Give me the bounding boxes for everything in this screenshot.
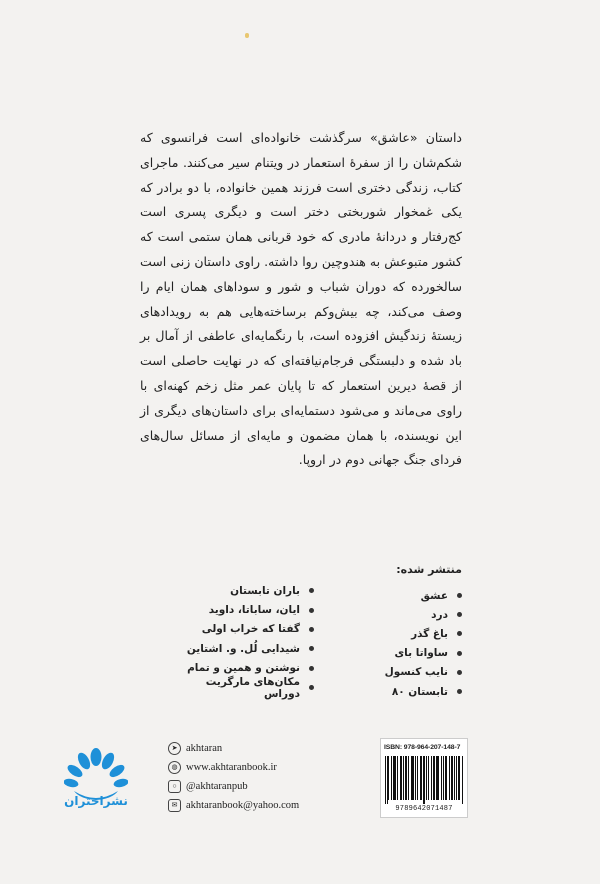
barcode-bar: [426, 756, 427, 800]
barcode-bar: [401, 756, 402, 800]
bullet-icon: [457, 593, 462, 598]
barcode-bar: [446, 756, 447, 800]
bullet-icon: [457, 631, 462, 636]
barcode-bar: [438, 756, 439, 800]
barcode-bar: [397, 756, 398, 800]
barcode-bar: [443, 756, 444, 800]
barcode-bar: [403, 756, 404, 800]
published-heading: منتشر شده:: [396, 563, 462, 576]
list-item: ساواتا بای: [382, 644, 462, 663]
blurb-paragraph: داستان «عاشق» سرگذشت خانواده‌ای است فرانسوی که شکم‌شان را از سفرهٔ استعمار در ویتنام سیر می‌کنند. ماجرای کتاب، زندگی دختری است فرزند همین خانواده، با دو برادر که یکی غمخوار شوربختی دختر است و دیگری پسری است کج‌رفتار و دردانهٔ مادری که خود قربانی همان ستمی است که کشور متبوعش به هندوچین روا داشته. راوی داستان زنی است سالخورده که دوران شباب و شور و سوداهای همان ایام را وصف می‌کند، چه بیش‌وکم برساخته‌هایی هم به رویدادهای زیستهٔ زندگیش افزوده است، با رنگمایه‌ای عاطفی از آمال بر باد شده و دلبستگی فرجام‌نیافته‌ای که در نهایت حاصلی است از قصهٔ دیرین استعمار که تا پایان عمر مثل زخم کهنه‌ای با راوی می‌ماند و می‌شود دستمایه‌ای برای داستان‌های دیگری از این نویسنده، با همان مضمون و مایه‌ای از مسائل سال‌های فردای جنگ جهانی دوم در اروپا.: [140, 130, 462, 468]
bullet-icon: [457, 612, 462, 617]
barcode-bar: [388, 756, 389, 800]
barcode-bar: [434, 756, 435, 800]
list-item: تابستان ۸۰: [382, 682, 462, 701]
barcode-bar: [420, 756, 421, 800]
bullet-icon: [309, 666, 314, 671]
bullet-icon: [309, 646, 314, 651]
list-item: نایب کنسول: [382, 663, 462, 682]
barcode-bar: [394, 756, 395, 800]
barcode-bar: [423, 756, 424, 804]
list-item: نوشتن و همین و تمام: [182, 659, 314, 678]
instagram-icon: ○: [168, 780, 181, 793]
contact-email[interactable]: ✉ akhtaranbook@yahoo.com: [168, 796, 338, 815]
barcode-image: [385, 756, 463, 806]
barcode-bar: [459, 756, 460, 800]
globe-icon: ◍: [168, 761, 181, 774]
barcode-bar: [395, 756, 396, 800]
bullet-icon: [309, 627, 314, 632]
contact-list: [168, 739, 338, 815]
barcode-bar: [385, 756, 386, 804]
barcode-bar: [411, 756, 412, 800]
barcode-bar: [449, 756, 450, 800]
barcode-bar: [424, 756, 425, 804]
list-item: ایان، ساباتا، داوید: [182, 600, 314, 619]
bullet-icon: [309, 608, 314, 613]
barcode-bar: [454, 756, 455, 800]
publisher-name: نشراختران: [64, 794, 128, 808]
barcode-bar: [387, 756, 388, 804]
contact-website[interactable]: ◍ www.akhtaranbook.ir: [168, 758, 338, 777]
barcode-bar: [431, 756, 432, 800]
barcode-bar: [400, 756, 401, 800]
barcode-bar: [408, 756, 409, 800]
barcode-bar: [462, 756, 463, 804]
barcode-bar: [451, 756, 452, 800]
barcode-bar: [445, 756, 446, 800]
bullet-icon: [309, 588, 314, 593]
bullet-icon: [457, 670, 462, 675]
list-item: درد: [382, 605, 462, 624]
contact-instagram[interactable]: ○ @akhtaranpub: [168, 777, 338, 796]
barcode-bar: [406, 756, 407, 800]
list-item: عشق: [382, 586, 462, 605]
bullet-icon: [309, 685, 314, 690]
bullet-icon: [457, 651, 462, 656]
published-list-left: [182, 581, 314, 700]
barcode-bar: [436, 756, 437, 800]
barcode-bar: [437, 756, 438, 800]
barcode-bar: [452, 756, 453, 800]
contact-telegram[interactable]: ➤ akhtaran: [168, 739, 338, 758]
barcode-bar: [393, 756, 394, 800]
isbn-barcode-box: [380, 738, 468, 818]
list-item: مکان‌های مارگریت دوراس: [182, 678, 314, 697]
published-list-right: [382, 586, 462, 701]
barcode-bar: [433, 756, 434, 800]
barcode-digits: 9789642071487: [395, 805, 453, 813]
list-item: شیدایی لُل. و. اشتاین: [182, 639, 314, 658]
list-item: باغ گذر: [382, 624, 462, 643]
barcode-bar: [412, 756, 413, 800]
telegram-icon: ➤: [168, 742, 181, 755]
barcode-bar: [441, 756, 442, 800]
barcode-bar: [391, 756, 392, 800]
email-icon: ✉: [168, 799, 181, 812]
list-item: باران تابستان: [182, 581, 314, 600]
bullet-icon: [457, 689, 462, 694]
isbn-label: ISBN: 978-964-207-148-7: [384, 744, 461, 751]
barcode-bar: [417, 756, 418, 800]
barcode-bar: [415, 756, 416, 800]
back-cover-blurb: [140, 126, 462, 473]
yellow-speck: [245, 33, 249, 38]
barcode-bar: [421, 756, 422, 800]
barcode-bar: [413, 756, 414, 800]
barcode-bar: [405, 756, 406, 800]
barcode-bar: [428, 756, 429, 800]
list-item: گفتا که خراب اولی: [182, 620, 314, 639]
barcode-bar: [458, 756, 459, 800]
barcode-bar: [456, 756, 457, 800]
